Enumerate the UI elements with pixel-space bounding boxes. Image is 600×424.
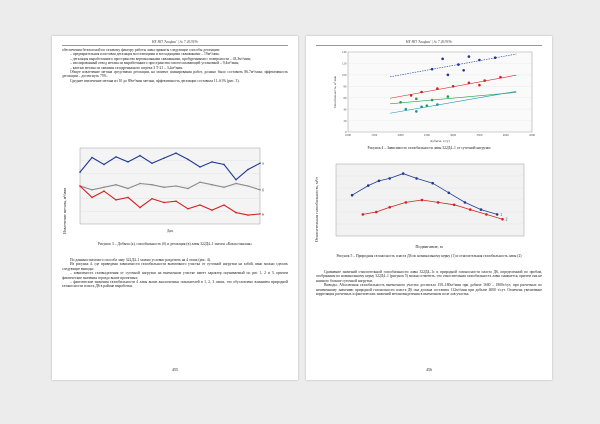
x-tick-label: 2000 [397,133,404,137]
scatter-point [405,108,408,111]
scatter-point [402,172,405,175]
x-tick-label: 3000 [450,133,457,137]
y-tick-label: 60 [343,95,347,100]
paragraph: Сравнение значений относительной газообильности лавы 322Д4–1с и природной газоносности пласта Д6, определенной по пробам, отобранным по номинальному керну 322Д4–1 (рисунок 5) можно отметить, что относительная газообильность лавы снижается, причем она не намного больше суточной нагрузки. [316,270,542,283]
paragraph: По данным шахтного способа лаву 322Д4–1 можно условно разделить на 4 этапа (рис. 4). [70,258,211,262]
scatter-point [468,82,471,85]
data-point [223,186,225,188]
series-label: а [262,160,264,166]
x-axis-label: Добыча, т/сут [430,139,450,143]
scatter-point [431,99,434,102]
y-tick-label: 0 [345,130,347,135]
data-point [187,159,189,161]
data-point [103,186,105,188]
paragraph: – предварительная пластовая дегазация восстающими и восходящими скважинами – 19м³/мин; [70,52,220,57]
header-rule [316,45,542,46]
scatter-point [367,184,370,187]
scatter-point [453,204,456,207]
y-tick-label: 80 [343,84,347,89]
right-text [316,270,542,296]
paragraph: – каптаж метана из скважин газодренажного штрека 3 Т-21 – 3,4м³/мин. [70,65,184,70]
data-point [235,183,237,185]
data-point [187,188,189,190]
data-point [79,171,81,173]
data-point [151,162,153,164]
data-point [235,179,237,181]
page-number: 456 [426,367,432,372]
data-point [247,169,249,171]
scatter-point [415,98,418,101]
data-point [175,152,177,154]
data-point [151,184,153,186]
left-page [52,36,298,380]
right-page [306,36,552,380]
data-point [259,189,261,191]
scatter-point [448,192,451,195]
data-point [247,214,249,216]
scatter-point [494,56,497,59]
series-label: 2 [505,216,508,222]
y-tick-label: 20 [343,118,347,123]
scatter-point [399,101,402,104]
scatter-point [420,91,423,94]
x-tick-label: 3500 [476,133,483,137]
chart3-ylabel: Извлечение метана, м³/мин [62,187,67,234]
scatter-point [410,94,413,97]
running-header: НХ НП 'Алифан' | № 7 2019/9с [405,40,453,44]
data-point [115,199,117,201]
scatter-point [378,180,381,183]
left-text-bottom [62,258,288,289]
scatter-point [462,69,465,72]
data-point [91,197,93,199]
gas-content-scatter-chart [330,160,530,240]
scatter-point [447,74,450,77]
paragraph: Из рисунка 4, где приведены зависимости газообильности выемочного участка от суточной нагрузки на забой, явно можно сделать следующие выводы: [62,262,288,271]
data-point [211,184,213,186]
scatter-point [388,206,391,209]
data-point [139,155,141,157]
scatter-point [415,110,418,113]
paragraph: – фактические значения газообильности 4 лавы выше аналогичных показателей в 1, 2, 3 лавах, что обусловлено влиянием природной газоносности пласта Д6 в районе выработки. [62,280,288,289]
x-axis-label: Дни [166,229,174,233]
data-point [187,208,189,210]
data-point [163,202,165,204]
data-point [151,198,153,200]
data-point [235,212,237,214]
paragraph: Общее извлечение метана средствами дегазации, на момент планирования работ, должно было составить 86,7м³/мин; эффективность дегазации – достигнуть 75%. [62,70,288,79]
data-point [103,164,105,166]
figure5-caption: Рисунок 5 – Природная газоносность пласта Д6 по номинальному керну (1) и относительная газообильность лавы (2) [336,254,522,258]
data-point [211,209,213,211]
scatter-point [483,79,486,82]
data-point [175,200,177,202]
x-tick-label: 1000 [345,133,351,137]
data-point [223,204,225,206]
data-point [175,185,177,187]
scatter-point [351,194,354,197]
paragraph: Выводы. Абсолютная газообильность выемочного участка достигала 150–180м³/мин при добыче 1600 – 1800т/сут, при расчетных по неизменному значению природной газоносности пласта Д6 она должна составить 112м³/мин при добыче 4000 т/сут. Отмечена увеличение корреляции расчетных и фактических значений метановыделения в выемочном поле лав участка. [316,283,542,297]
data-point [127,161,129,163]
data-point [115,184,117,186]
series-label: в [262,211,264,217]
data-point [139,183,141,185]
scatter-point [478,84,481,87]
scatter-point [421,199,424,202]
data-point [103,190,105,192]
scatter-point [431,68,434,71]
scatter-point [362,213,365,216]
scatter-point [447,95,450,98]
data-point [163,186,165,188]
gas-yield-scatter-chart [318,48,538,144]
scatter-point [375,211,378,214]
paragraph: – изолированный отвод метана из выработанного пространства газоотсасывающей установкой – 9,4м³/мин; [70,61,240,66]
figure3-caption: Рисунок 3 – Добыча (а), газообильность (б) и дегазация (в) лавы 322Д4–1 шахты «Казахстанская» [97,242,253,246]
methane-line-chart [72,144,272,236]
scatter-point [501,218,504,221]
scatter-point [469,208,472,211]
data-point [199,204,201,206]
scatter-point [480,208,483,211]
data-point [127,188,129,190]
x-tick-label: 1500 [371,133,378,137]
data-point [115,156,117,158]
y-tick-label: 100 [342,73,347,78]
data-point [259,213,261,215]
scatter-point [431,182,434,185]
scatter-point [405,201,408,204]
scatter-point [415,177,418,180]
scatter-point [437,201,440,204]
paragraph: – зависимость газовыделения от суточной нагрузки на выемочном участке имеет характер оцениваемый по рис 1, 2 и 3, причем фактические значения гораздо выше проектных; [62,271,288,280]
scatter-point [478,59,481,62]
scatter-point [436,87,439,90]
y-tick-label: 140 [342,50,347,55]
data-point [127,197,129,199]
data-point [91,189,93,191]
data-point [211,161,213,163]
data-point [247,185,249,187]
chart5-xlabel: Подвигание, м [415,244,443,249]
page-number: 455 [172,367,178,372]
data-point [79,185,81,187]
left-text-top [62,48,288,83]
paragraph: – дегазация выработанного пространства вертикальными скважинами, пробуренными с поверхности – 43,3м³/мин; [70,56,251,61]
scatter-point [464,201,467,204]
data-point [259,162,261,164]
series-label: б [262,187,265,193]
header-rule [62,45,288,46]
data-point [163,157,165,159]
scatter-point [436,103,439,106]
data-point [223,164,225,166]
series-label: 1 [500,211,503,217]
scatter-point [499,76,502,79]
scatter-point [441,58,444,61]
scatter-point [457,63,460,66]
running-header: НХ НП 'Алифан' | № 7 2019/9с [151,40,199,44]
data-point [91,157,93,159]
y-tick-label: 40 [343,107,347,112]
data-point [199,181,201,183]
data-point [199,166,201,168]
scatter-point [452,85,455,88]
data-point [139,207,141,209]
figure4-caption: Рисунок 4 – Зависимость газообильности лавы 322Д4–1 от суточной нагрузки [367,146,491,150]
scatter-point [496,213,499,216]
y-axis-label: Газообильность, м³/мин [333,75,337,109]
y-tick-label: 120 [342,61,347,66]
chart5-ylabel: Относительная газообильность, м³/т [314,177,319,242]
plot-area [348,52,532,132]
paragraph: обеспечения безопасной по газовому фактору работы лавы приняты следующие способы дегазации: [62,48,221,52]
x-tick-label: 4500 [529,133,535,137]
paragraph: Среднее извлечение метана из 10 до 89м³/мин метана, эффективность дегазации составила 11–61% (рис. 3). [70,78,240,83]
scatter-point [420,106,423,109]
x-tick-label: 2500 [423,133,430,137]
x-tick-label: 4000 [502,133,509,137]
scatter-point [388,177,391,180]
scatter-point [468,55,471,58]
scatter-point [485,213,488,216]
